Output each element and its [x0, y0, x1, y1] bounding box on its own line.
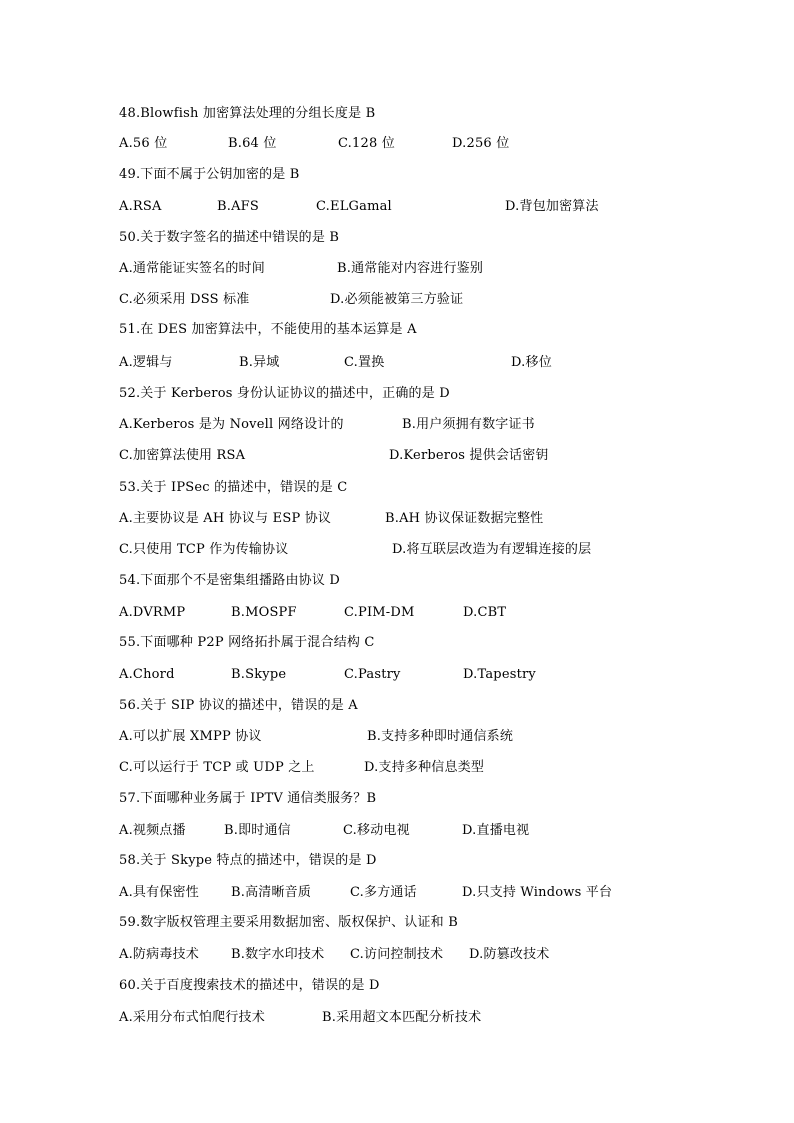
- option-c: C.128 位: [338, 136, 395, 151]
- question-text: 51.在 DES 加密算法中，不能使用的基本运算是 A: [119, 322, 417, 337]
- option-row: [0, 353, 794, 373]
- question-text: 52.关于 Kerberos 身份认证协议的描述中，正确的是 D: [119, 386, 450, 401]
- question-58: [0, 851, 794, 871]
- option-row: [0, 197, 794, 217]
- option-c: C.只使用 TCP 作为传输协议: [119, 542, 289, 557]
- option-b: B.数字水印技术: [231, 947, 325, 962]
- option-b: B.高清晰音质: [231, 885, 312, 900]
- option-b: B.MOSPF: [231, 605, 297, 620]
- option-a: A.Kerberos 是为 Novell 网络设计的: [119, 417, 344, 432]
- option-row: [0, 415, 794, 435]
- question-51: [0, 320, 794, 340]
- question-55: [0, 633, 794, 653]
- question-text: 50.关于数字签名的描述中错误的是 B: [119, 230, 340, 245]
- option-a: A.具有保密性: [119, 885, 199, 900]
- option-row: [0, 446, 794, 466]
- option-d: D.必须能被第三方验证: [330, 292, 464, 307]
- question-text: 53.关于 IPSec 的描述中，错误的是 C: [119, 480, 348, 495]
- option-row: [0, 540, 794, 560]
- option-a: A.视频点播: [119, 823, 186, 838]
- option-b: B.用户须拥有数字证书: [402, 417, 535, 432]
- option-c: C.必须采用 DSS 标准: [119, 292, 250, 307]
- option-d: D.背包加密算法: [505, 199, 599, 214]
- option-a: A.逻辑与: [119, 355, 173, 370]
- question-48: [0, 104, 794, 124]
- option-d: D.支持多种信息类型: [364, 760, 485, 775]
- option-a: A.DVRMP: [119, 605, 186, 620]
- option-row: [0, 509, 794, 529]
- option-row: [0, 665, 794, 685]
- question-text: 49.下面不属于公钥加密的是 B: [119, 167, 300, 182]
- question-text: 60.关于百度搜索技术的描述中，错误的是 D: [119, 978, 380, 993]
- option-c: C.多方通话: [350, 885, 417, 900]
- option-a: A.RSA: [119, 199, 162, 214]
- option-a: A.56 位: [119, 136, 168, 151]
- option-row: [0, 134, 794, 154]
- option-b: B.AFS: [217, 199, 259, 214]
- question-text: 58.关于 Skype 特点的描述中，错误的是 D: [119, 853, 377, 868]
- question-60: [0, 976, 794, 996]
- option-c: C.ELGamal: [316, 199, 392, 214]
- question-49: [0, 165, 794, 185]
- option-c: C.PIM-DM: [344, 605, 415, 620]
- option-d: D.直播电视: [462, 823, 530, 838]
- option-b: B.AH 协议保证数据完整性: [385, 511, 544, 526]
- option-row: [0, 758, 794, 778]
- option-b: B.支持多种即时通信系统: [367, 729, 514, 744]
- question-text: 55.下面哪种 P2P 网络拓扑属于混合结构 C: [119, 635, 375, 650]
- option-a: A.主要协议是 AH 协议与 ESP 协议: [119, 511, 332, 526]
- option-b: B.异域: [239, 355, 280, 370]
- option-d: D.Tapestry: [463, 667, 536, 682]
- question-text: 48.Blowfish 加密算法处理的分组长度是 B: [119, 106, 376, 121]
- option-d: D.只支持 Windows 平台: [462, 885, 613, 900]
- option-c: C.加密算法使用 RSA: [119, 448, 246, 463]
- option-b: B.即时通信: [224, 823, 291, 838]
- option-d: D.CBT: [463, 605, 507, 620]
- question-54: [0, 571, 794, 591]
- option-c: C.移动电视: [343, 823, 410, 838]
- option-row: [0, 821, 794, 841]
- option-c: C.置换: [344, 355, 385, 370]
- option-row: [0, 290, 794, 310]
- question-53: [0, 478, 794, 498]
- option-d: D.防篡改技术: [469, 947, 550, 962]
- option-row: [0, 727, 794, 747]
- question-56: [0, 696, 794, 716]
- option-c: C.访问控制技术: [350, 947, 444, 962]
- option-d: D.移位: [511, 355, 552, 370]
- question-text: 54.下面那个不是密集组播路由协议 D: [119, 573, 341, 588]
- option-row: [0, 945, 794, 965]
- option-a: A.可以扩展 XMPP 协议: [119, 729, 262, 744]
- question-57: [0, 789, 794, 809]
- option-d: D.Kerberos 提供会话密钥: [389, 448, 549, 463]
- question-52: [0, 384, 794, 404]
- option-c: C.Pastry: [344, 667, 401, 682]
- question-text: 56.关于 SIP 协议的描述中，错误的是 A: [119, 698, 358, 713]
- question-text: 59.数字版权管理主要采用数据加密、版权保护、认证和 B: [119, 915, 458, 930]
- option-d: D.将互联层改造为有逻辑连接的层: [392, 542, 592, 557]
- question-50: [0, 228, 794, 248]
- question-text: 57.下面哪种业务属于 IPTV 通信类服务？B: [119, 791, 377, 806]
- option-b: B.Skype: [231, 667, 287, 682]
- option-row: [0, 883, 794, 903]
- option-a: A.通常能证实签名的时间: [119, 261, 265, 276]
- option-row: [0, 259, 794, 279]
- option-d: D.256 位: [452, 136, 510, 151]
- option-a: A.防病毒技术: [119, 947, 199, 962]
- option-row: [0, 603, 794, 623]
- option-b: B.通常能对内容进行鉴别: [337, 261, 484, 276]
- option-a: A.采用分布式怕爬行技术: [119, 1010, 265, 1025]
- option-b: B.采用超文本匹配分析技术: [322, 1010, 482, 1025]
- option-b: B.64 位: [228, 136, 277, 151]
- question-59: [0, 913, 794, 933]
- option-row: [0, 1008, 794, 1028]
- option-a: A.Chord: [119, 667, 175, 682]
- option-c: C.可以运行于 TCP 或 UDP 之上: [119, 760, 315, 775]
